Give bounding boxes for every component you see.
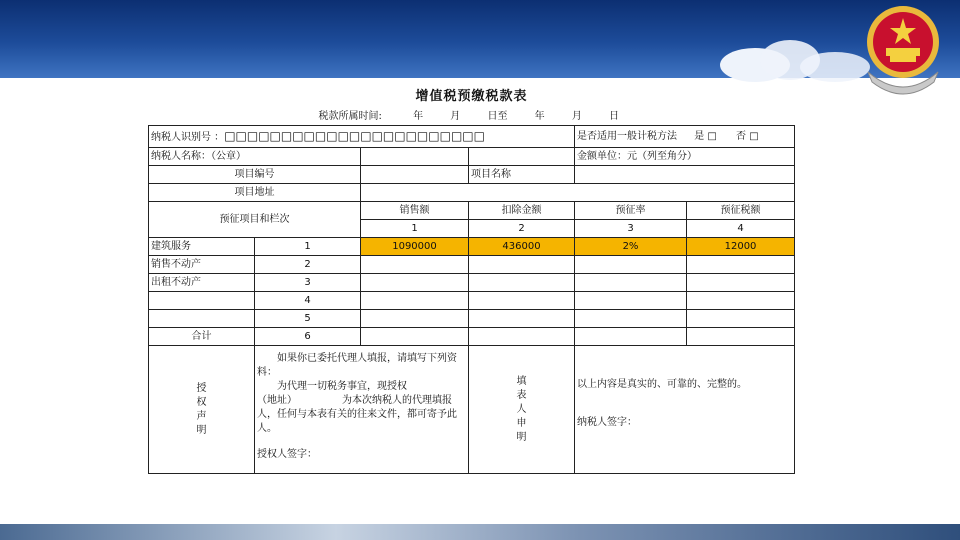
form-title: 增值税预缴税款表 [415,89,528,104]
table-row [149,310,795,328]
general-method-cell [575,126,795,148]
deduction-value[interactable]: 436000 [469,238,575,256]
row-number: 3 [255,274,361,292]
row-name [149,292,255,310]
tax-form-table [148,86,795,474]
deduction-value[interactable] [469,274,575,292]
authorization-label [149,346,255,474]
row-number: 1 [255,238,361,256]
taxpayer-name-field[interactable] [361,148,469,166]
period-day: 日 [487,110,498,122]
row-number: 2 [255,256,361,274]
deduction-value[interactable] [469,310,575,328]
column-number: 4 [687,220,795,238]
project-address-field[interactable] [361,184,795,202]
amount-unit-label: 金额单位：元（列至角分） [575,148,795,166]
row-name [149,310,255,328]
general-method-label: 是否适用一般计税方法 [577,130,677,142]
declaration-label-char: 表 [516,389,527,401]
project-name-label: 项目名称 [469,166,575,184]
declaration-signature: 纳税人签字： [577,417,637,428]
table-row [149,328,795,346]
period-row [149,108,795,126]
authorization-label-char: 授 [196,382,207,394]
column-number: 3 [575,220,687,238]
declaration-label-char: 填 [516,375,527,387]
project-address-label: 项目地址 [149,184,361,202]
table-row [149,292,795,310]
period-label: 税款所属时间: [318,110,382,122]
project-no-label: 项目编号 [149,166,361,184]
column-header: 扣除金额 [469,202,575,220]
column-number: 1 [361,220,469,238]
authorization-line1: 如果你已委托代理人填报，请填写下列资料： [257,353,457,378]
declaration-text [575,346,795,474]
period-year: 年 [413,110,424,122]
column-number: 2 [469,220,575,238]
period-month: 月 [450,110,461,122]
deduction-value[interactable] [469,256,575,274]
sales-value[interactable] [361,256,469,274]
column-header: 销售额 [361,202,469,220]
sales-value[interactable] [361,328,469,346]
deduction-value[interactable] [469,292,575,310]
period-day-end: 日 [609,110,619,122]
column-header: 预征税额 [687,202,795,220]
authorization-label-char: 声 [196,410,207,422]
authorization-line3: （地址） 为本次纳税人的代理填报人，任何与本表有关的往来文件，都可寄予此人。 [257,395,457,434]
tax-value[interactable] [687,256,795,274]
header-banner [0,0,960,78]
row-name: 销售不动产 [149,256,255,274]
national-emblem-icon [860,2,946,98]
authorization-label-char: 权 [196,396,207,408]
general-method-yes[interactable]: 是 □ [694,130,717,142]
sales-value[interactable] [361,310,469,328]
table-row [149,256,795,274]
project-name-field[interactable] [575,166,795,184]
tax-value[interactable]: 12000 [687,238,795,256]
taxpayer-id-boxes[interactable]: □□□□□□□□□□□□□□□□□□□□□□□ [224,128,485,143]
authorization-label-char: 明 [196,424,207,436]
sales-value[interactable] [361,292,469,310]
table-row [149,238,795,256]
row-number: 4 [255,292,361,310]
declaration-label [469,346,575,474]
taxpayer-name-label: 纳税人名称：（公章） [149,148,361,166]
tax-value[interactable] [687,328,795,346]
footer-strip [0,524,960,540]
period-to: 至 [497,110,508,122]
project-no-field[interactable] [361,166,469,184]
blank-cell [469,148,575,166]
rate-value[interactable] [575,292,687,310]
tax-value[interactable] [687,310,795,328]
tax-form [148,86,794,474]
tax-value[interactable] [687,292,795,310]
declaration-statement: 以上内容是真实的、可靠的、完整的。 [577,379,747,390]
period-year-end: 年 [534,110,545,122]
taxpayer-id-cell [149,126,575,148]
rate-value[interactable] [575,310,687,328]
row-name: 建筑服务 [149,238,255,256]
sales-value[interactable] [361,274,469,292]
sales-value[interactable]: 1090000 [361,238,469,256]
declaration-label-char: 人 [516,403,527,415]
rate-value[interactable] [575,274,687,292]
period-month-end: 月 [571,110,582,122]
tax-value[interactable] [687,274,795,292]
rate-value[interactable]: 2% [575,238,687,256]
table-row [149,274,795,292]
authorization-line2: 为代理一切税务事宜，现授权 [277,381,407,392]
row-name: 合计 [149,328,255,346]
declaration-label-char: 申 [516,417,527,429]
row-number: 6 [255,328,361,346]
row-number: 5 [255,310,361,328]
general-method-no[interactable]: 否 □ [736,130,759,142]
column-header: 预征率 [575,202,687,220]
declaration-label-char: 明 [516,431,527,443]
deduction-value[interactable] [469,328,575,346]
items-header: 预征项目和栏次 [149,202,361,238]
authorization-signature: 授权人签字： [257,449,317,460]
authorization-text [255,346,469,474]
rate-value[interactable] [575,328,687,346]
row-name: 出租不动产 [149,274,255,292]
rate-value[interactable] [575,256,687,274]
taxpayer-id-label: 纳税人识别号 ： [151,131,225,143]
